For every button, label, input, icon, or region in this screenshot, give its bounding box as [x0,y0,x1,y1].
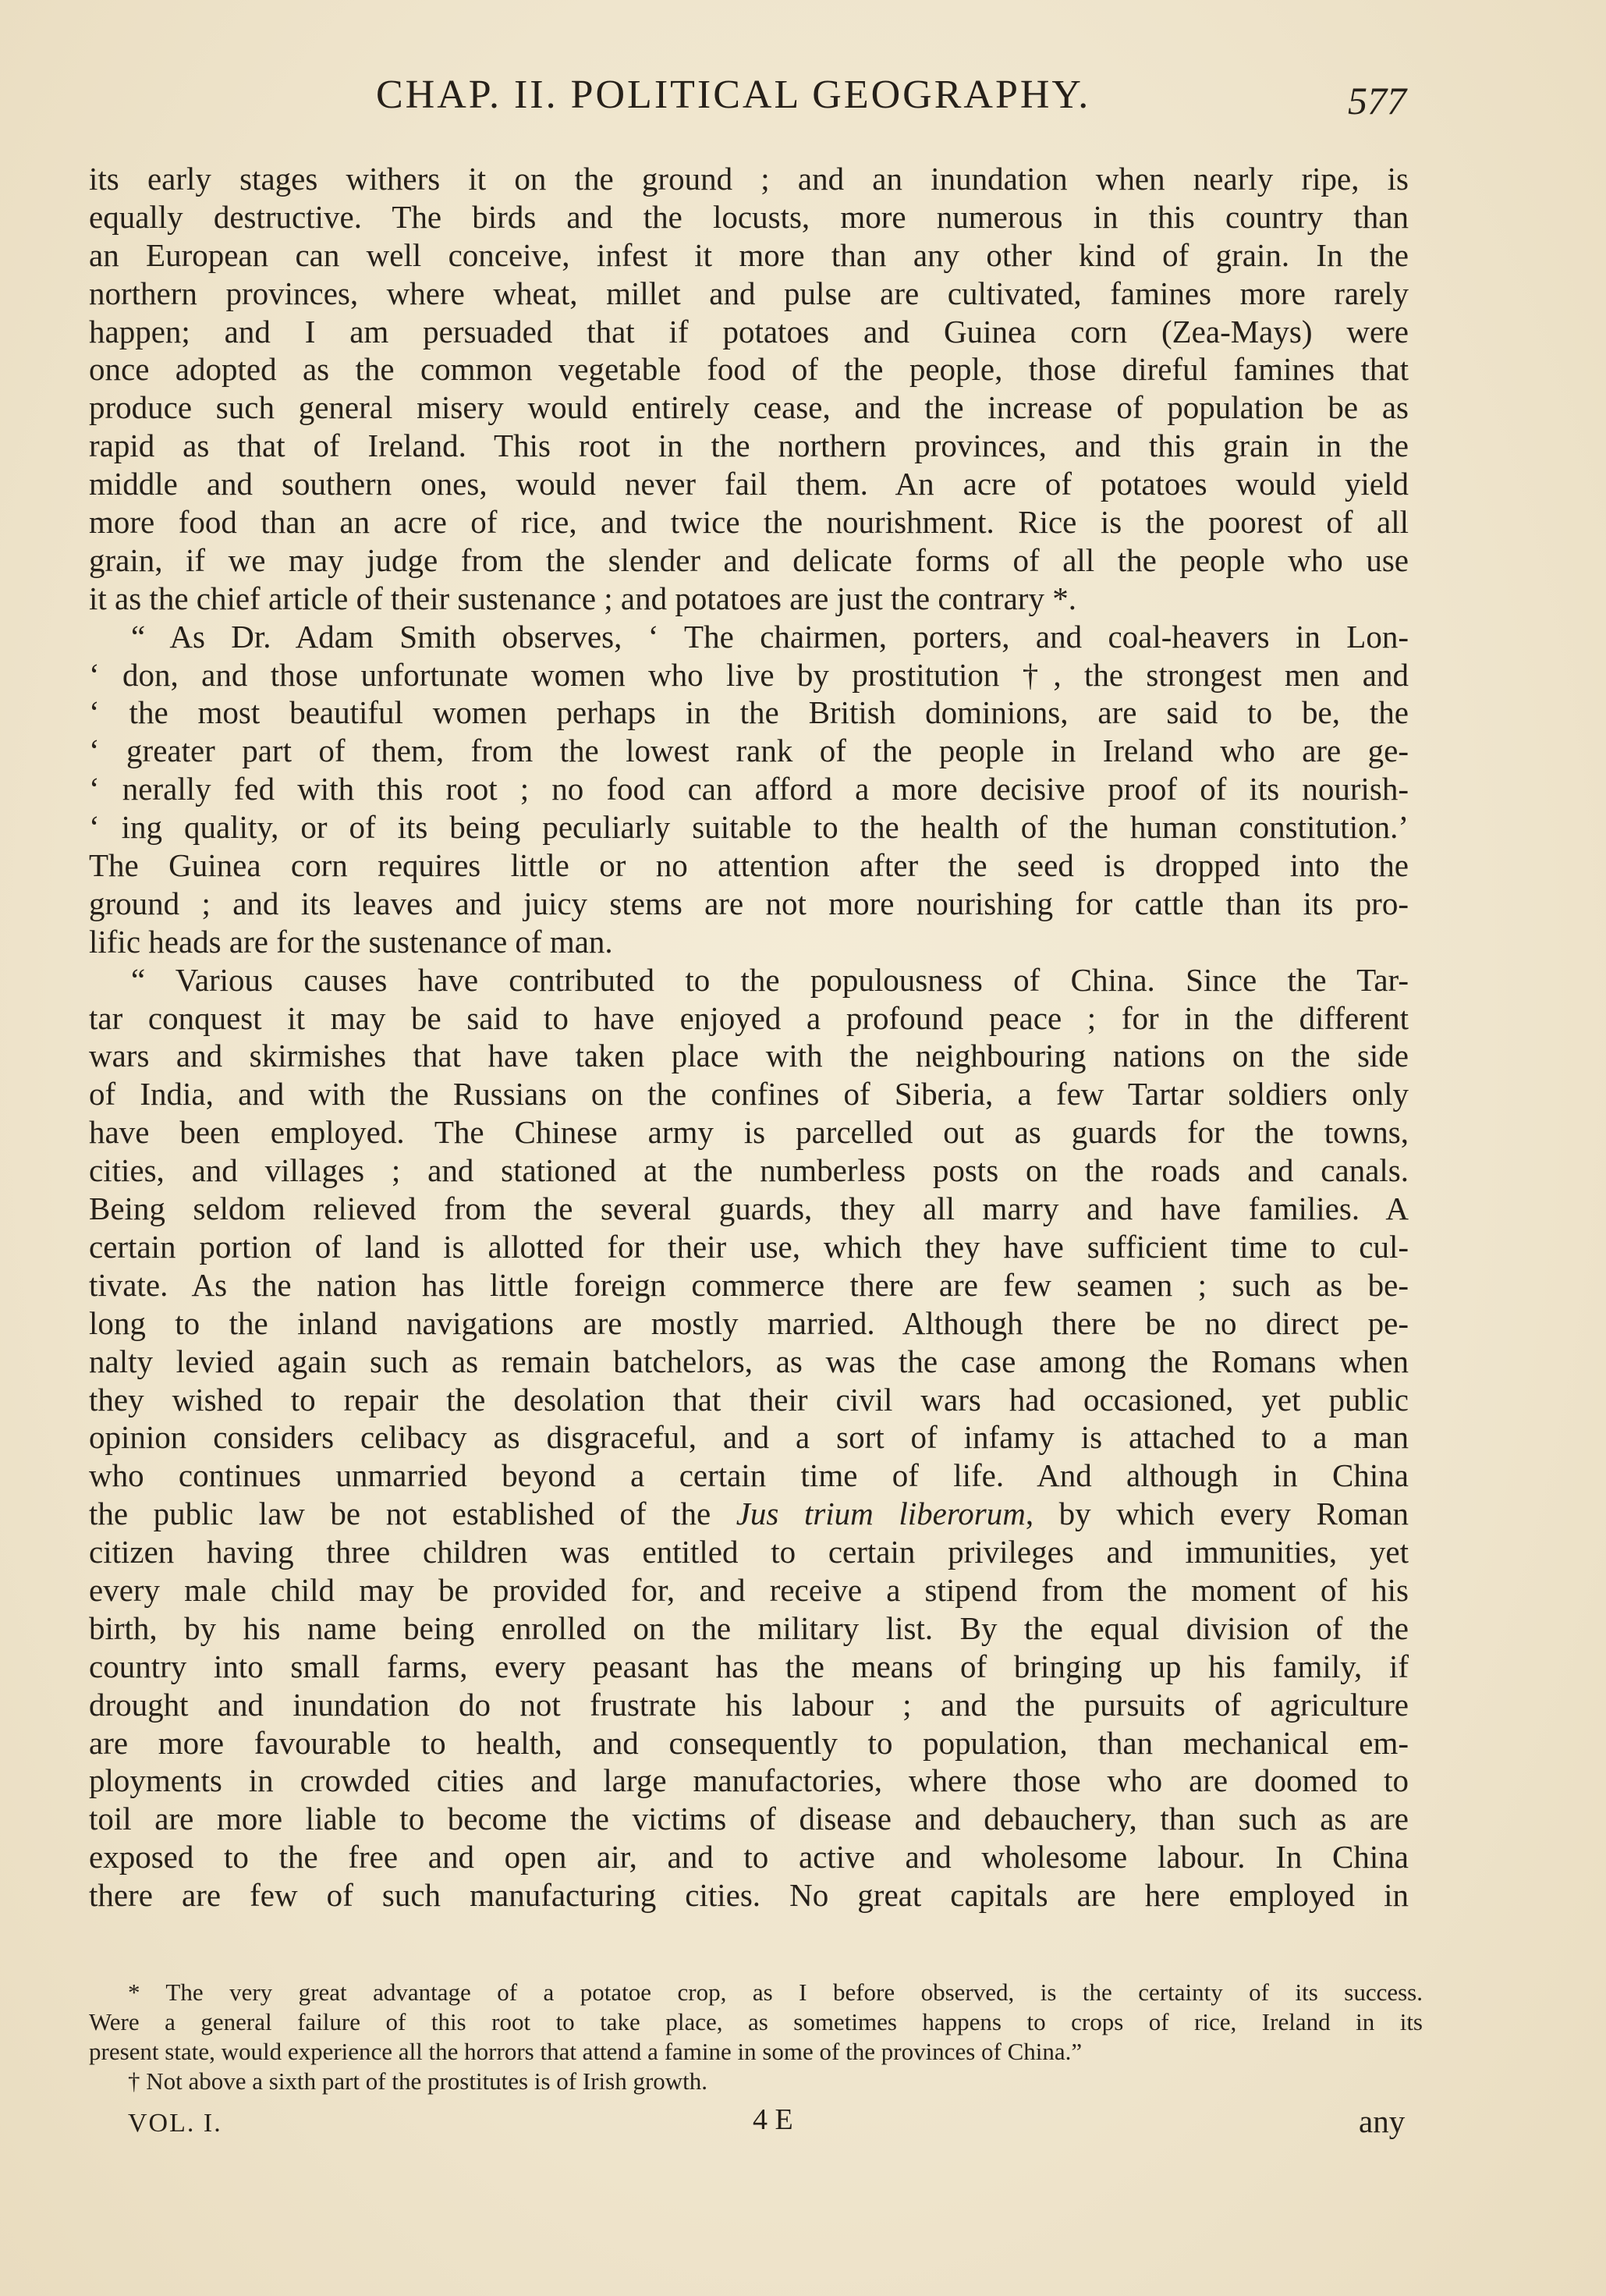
catchword: any [1359,2103,1406,2139]
text-line: ground ; and its leaves and juicy stems are not more nourishing for cattle than its pro- [89,885,1409,921]
page-footer [0,2103,1606,2149]
text-line: long to the inland navigations are mostly married. Although there be no direct pe- [89,1304,1409,1341]
text-line: grain, if we may judge from the slender and delicate forms of all the people who use [89,541,1409,578]
page-header [0,72,1606,134]
text-segment: , by which every Roman [1025,1496,1409,1532]
text-line: tivate. As the nation has little foreign commerce there are few seamen ; such as be- [89,1266,1409,1303]
body-text [89,160,1409,1915]
text-line: they wished to repair the desolation that their civil wars had occasioned, yet public [89,1381,1409,1418]
text-line: ‘ don, and those unfortunate women who live by prostitution †, the strongest men and [89,656,1409,693]
text-line: Being seldom relieved from the several guards, they all marry and have families. A [89,1191,1409,1227]
footnote-line: * The very great advantage of a potatoe crop, as I before observed, is the certainty of its success. [128,1978,1423,2006]
text-line: northern provinces, where wheat, millet and pulse are cultivated, famines more rarely [89,275,1409,311]
text-line: toil are more liable to become the victims of disease and debauchery, than such as are [89,1801,1409,1837]
text-line: wars and skirmishes that have taken place with the neighbouring nations on the side [89,1038,1409,1074]
text-line: there are few of such manufacturing cities. No great capitals are here employed in [89,1877,1409,1914]
text-line: “ Various causes have contributed to the populousness of China. Since the Tar- [131,961,1409,998]
text-line: tar conquest it may be said to have enjoyed a profound peace ; for in the different [89,999,1409,1036]
footnote-line: † Not above a sixth part of the prostitutes is of Irish growth. [128,2067,708,2095]
text-line: ‘ nerally fed with this root ; no food can afford a more decisive proof of its nourish- [89,771,1409,807]
text-line: an European can well conceive, infest it more than any other kind of grain. In the [89,236,1409,273]
volume-signature: VOL. I. [128,2109,222,2138]
text-line: once adopted as the common vegetable food of the people, those direful famines that [89,351,1409,388]
footnotes [89,1978,1423,2096]
text-line: certain portion of land is allotted for their use, which they have sufficient time to cul- [89,1228,1409,1265]
text-line: more food than an acre of rice, and twice the nourishment. Rice is the poorest of all [89,504,1409,541]
text-line: ‘ the most beautiful women perhaps in the British dominions, are said to be, the [89,694,1409,731]
running-head: CHAP. II. POLITICAL GEOGRAPHY. [376,73,1091,117]
text-line: of India, and with the Russians on the confines of Siberia, a few Tartar soldiers only [89,1076,1409,1113]
text-line: ‘ greater part of them, from the lowest rank of the people in Ireland who are ge- [89,733,1409,769]
signature-mark: 4 E [753,2103,793,2136]
text-line: rapid as that of Ireland. This root in the northern provinces, and this grain in the [89,428,1409,464]
text-line: it as the chief article of their sustenance ; and potatoes are just the contrary *. [89,580,1076,616]
text-line: are more favourable to health, and consequently to population, than mechanical em- [89,1724,1409,1761]
text-segment: the public law be not established of the [89,1496,736,1532]
latin-phrase: Jus trium liberorum [736,1496,1026,1532]
text-line [89,1495,1409,1533]
text-line: birth, by his name being enrolled on the military list. By the equal division of the [89,1609,1409,1646]
text-line: equally destructive. The birds and the locusts, more numerous in this country than [89,198,1409,235]
text-line: who continues unmarried beyond a certain time of life. And although in China [89,1457,1409,1494]
text-line: citizen having three children was entitled to certain privileges and immunities, yet [89,1534,1409,1570]
text-line: middle and southern ones, would never fail them. An acre of potatoes would yield [89,466,1409,502]
text-line: produce such general misery would entirely cease, and the increase of population be as [89,389,1409,426]
text-line: happen; and I am persuaded that if potatoes and Guinea corn (Zea-Mays) were [89,313,1409,350]
text-line: cities, and villages ; and stationed at the numberless posts on the roads and canals. [89,1152,1409,1189]
page-number: 577 [1348,79,1406,122]
text-line: lific heads are for the sustenance of man. [89,923,613,960]
text-line: exposed to the free and open air, and to active and wholesome labour. In China [89,1839,1409,1875]
footnote-line: Were a general failure of this root to take place, as sometimes happens to crops of rice, Ireland in its [89,2008,1423,2035]
text-line: country into small farms, every peasant has the means of bringing up his family, if [89,1648,1409,1684]
text-line: ‘ ing quality, or of its being peculiarly suitable to the health of the human constitution.’ [89,809,1409,846]
footnote-line: present state, would experience all the horrors that attend a famine in some of the provinces of China.” [89,2038,1083,2065]
text-line: every male child may be provided for, and receive a stipend from the moment of his [89,1571,1409,1608]
text-line: drought and inundation do not frustrate his labour ; and the pursuits of agriculture [89,1686,1409,1723]
text-line: The Guinea corn requires little or no attention after the seed is dropped into the [89,847,1409,884]
text-line: “ As Dr. Adam Smith observes, ‘ The chairmen, porters, and coal-heavers in Lon- [131,618,1409,655]
text-line: nalty levied again such as remain batchelors, as was the case among the Romans when [89,1343,1409,1379]
text-line: opinion considers celibacy as disgraceful, and a sort of infamy is attached to a man [89,1419,1409,1456]
text-line: ployments in crowded cities and large manufactories, where those who are doomed to [89,1762,1409,1799]
text-line: have been employed. The Chinese army is parcelled out as guards for the towns, [89,1114,1409,1151]
text-line: its early stages withers it on the ground ; and an inundation when nearly ripe, is [89,161,1409,197]
